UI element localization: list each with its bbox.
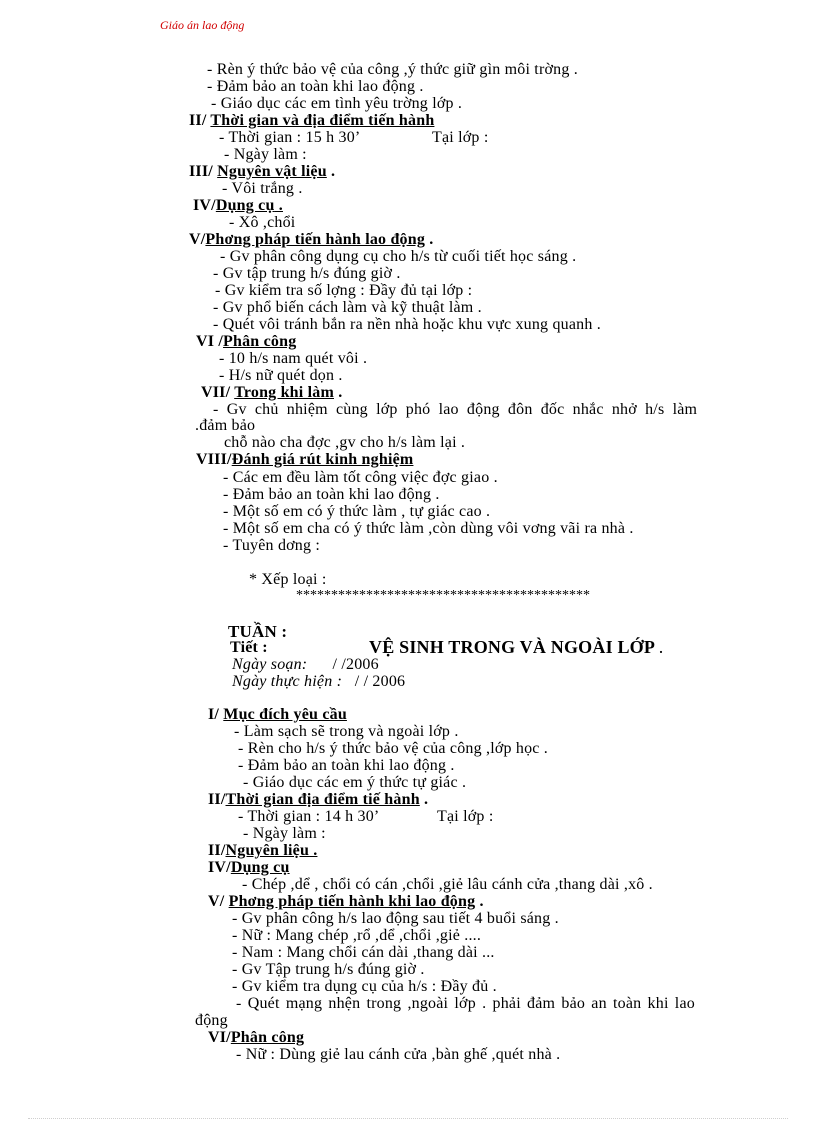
line: - Rèn ý thức bảo vệ của công ,ý thức giữ gìn môi trờng .	[207, 61, 578, 78]
section-heading: II/Nguyên liệu .	[208, 842, 318, 859]
section-heading: VI /Phân công	[196, 333, 297, 350]
line: - Chép ,dể , chổi có cán ,chổi ,giẻ lâu cánh cửa ,thang dài ,xô .	[242, 876, 653, 893]
section-heading: II/Thời gian địa điểm tiế hành .	[208, 791, 429, 808]
section-heading: VII/ Trong khi làm .	[201, 384, 343, 401]
line: - Gv phân công h/s lao động sau tiết 4 buổi sáng .	[232, 910, 559, 927]
line: - Tuyên dơng :	[223, 537, 321, 554]
section-heading: IV/Dụng cụ	[208, 859, 290, 876]
line: - Gv chủ nhiệm cùng lớp phó lao động đôn đốc nhắc nhở h/s làm	[213, 401, 698, 418]
line: - Gv tập trung h/s đúng giờ .	[213, 265, 401, 282]
line: Tại lớp :	[432, 129, 489, 146]
prep-date: Ngày soạn: / /2006	[232, 656, 379, 673]
line: - H/s nữ quét dọn .	[219, 367, 343, 384]
line: - Quét mạng nhện trong ,ngoài lớp . phải đảm bảo an toàn khi lao	[236, 995, 695, 1012]
section-heading: IV/Dụng cụ .	[193, 197, 283, 214]
section-heading: VIII/Đánh giá rút kinh nghiệm	[196, 451, 414, 468]
line: - Rèn cho h/s ý thức bảo vệ của công ,lớp học .	[238, 740, 549, 757]
line: .đảm bảo	[195, 417, 256, 434]
line: - Làm sạch sẽ trong và ngoài lớp .	[234, 723, 459, 740]
line: - Giáo dục các em tình yêu trờng lớp .	[211, 95, 463, 112]
line: chỗ nào cha đợc ,gv cho h/s làm lại .	[224, 434, 466, 451]
line: - Vôi trắng .	[222, 180, 303, 197]
section-heading: V/Phơng pháp tiến hành lao động .	[189, 231, 434, 248]
section-heading: V/ Phơng pháp tiến hành khi lao động .	[208, 893, 484, 910]
week-label: TUẦN :	[228, 622, 288, 641]
line: - Nữ : Dùng giẻ lau cánh cửa ,bàn ghế ,quét nhà .	[236, 1046, 561, 1063]
line: - Gv kiểm tra dụng cụ của h/s : Đầy đủ .	[232, 978, 497, 995]
line: - Ngày làm :	[243, 825, 326, 842]
section-heading: I/ Mục đích yêu cầu	[208, 706, 347, 723]
section-heading: III/ Nguyên vật liệu .	[189, 163, 336, 180]
line: - Ngày làm :	[224, 146, 307, 163]
period-label: Tiết :	[230, 639, 268, 656]
section-heading: VI/Phân công	[208, 1029, 305, 1046]
line: - Thời gian : 14 h 30’	[238, 808, 380, 825]
separator-stars: ******************************************	[296, 588, 590, 603]
line: - Các em đều làm tốt công việc đợc giao .	[223, 469, 498, 486]
line: - Giáo dục các em ý thức tự giác .	[243, 774, 467, 791]
header-label: Giáo án lao động	[160, 18, 245, 32]
line: Tại lớp :	[437, 808, 494, 825]
line: - Một số em cha có ý thức làm ,còn dùng vôi vơng vãi ra nhà .	[223, 520, 634, 537]
line: * Xếp loại :	[249, 571, 327, 588]
line: - Thời gian : 15 h 30’	[219, 129, 361, 146]
line: - Xô ,chổi	[229, 214, 296, 231]
line: - Gv phân công dụng cụ cho h/s từ cuối tiết học sáng .	[220, 248, 577, 265]
line: - Nam : Mang chổi cán dài ,thang dài ...	[232, 944, 495, 961]
line: - Quét vôi tránh bắn ra nền nhà hoặc khu vực xung quanh .	[213, 316, 601, 333]
line: - Gv kiểm tra số lợng : Đầy đủ tại lớp :	[215, 282, 473, 299]
line: - 10 h/s nam quét vôi .	[219, 350, 368, 367]
exec-date: Ngày thực hiện : / / 2006	[232, 673, 406, 690]
line: - Đảm bảo an toàn khi lao động .	[223, 486, 440, 503]
line: - Gv Tập trung h/s đúng giờ .	[232, 961, 425, 978]
page-bottom-divider	[28, 1118, 788, 1119]
line: - Đảm bảo an toàn khi lao động .	[207, 78, 424, 95]
line: - Gv phổ biến cách làm và kỹ thuật làm .	[213, 299, 482, 316]
line: - Nữ : Mang chép ,rổ ,dể ,chổi ,giẻ ....	[232, 927, 482, 944]
line: động	[195, 1012, 228, 1029]
line: - Đảm bảo an toàn khi lao động .	[238, 757, 455, 774]
line: - Một số em có ý thức làm , tự giác cao .	[223, 503, 491, 520]
page-title: VỆ SINH TRONG VÀ NGOÀI LỚP .	[369, 637, 664, 657]
section-heading: II/ Thời gian và địa điểm tiến hành	[189, 112, 435, 129]
